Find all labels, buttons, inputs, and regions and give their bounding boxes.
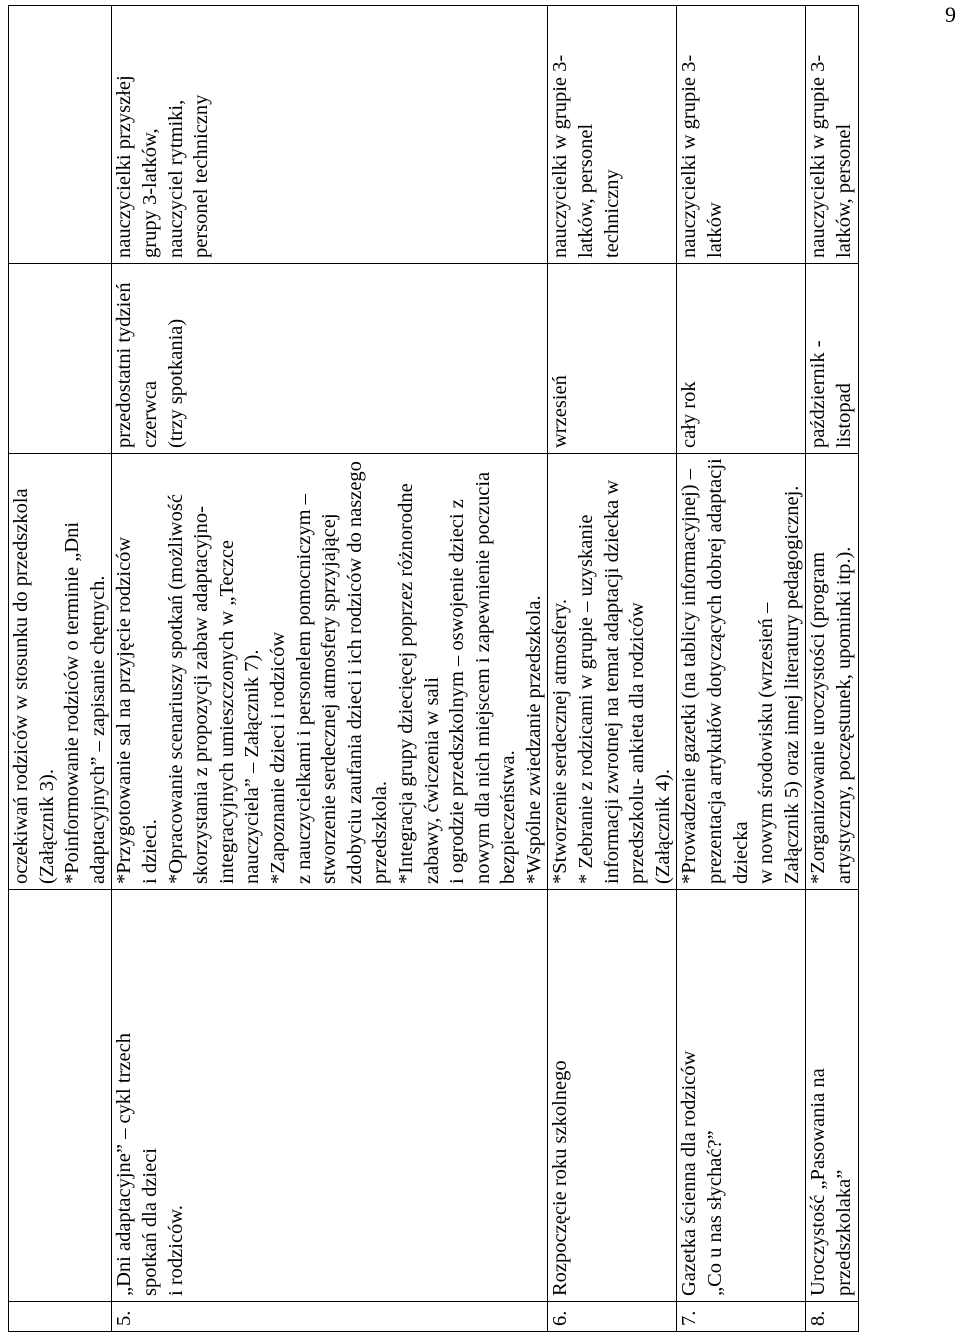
cell-number bbox=[9, 1302, 112, 1332]
text-line: *Przygotowanie sal na przyjęcie rodziców bbox=[113, 536, 136, 884]
cell-time bbox=[806, 264, 858, 454]
text-line: *Prowadzenie gazetki (na tablicy informacyjnej) – bbox=[678, 469, 701, 884]
text-line: zdobyciu zaufania dzieci i ich rodziców do naszego bbox=[343, 461, 366, 884]
text-line: wrzesień bbox=[549, 375, 572, 448]
text-line: „Dni adaptacyjne” – cykl trzech bbox=[113, 1033, 136, 1296]
table-row-8 bbox=[806, 6, 858, 1332]
table-row-6 bbox=[548, 6, 677, 1332]
text-line: * Zebranie z rodzicami w grupie – uzyskanie bbox=[575, 514, 598, 884]
text-line: (trzy spotkania) bbox=[164, 318, 187, 448]
cell-name bbox=[9, 890, 112, 1302]
text-line: *Wspólne zwiedzanie przedszkola. bbox=[522, 595, 545, 884]
text-line: nauczycielki w grupie 3- bbox=[549, 54, 572, 258]
text-line: i dzieci. bbox=[138, 819, 161, 884]
text-line: cały rok bbox=[678, 381, 701, 448]
cell-description bbox=[677, 454, 806, 890]
cell-responsible bbox=[9, 6, 112, 264]
text-line: informacji zwrotnej na temat adaptacji dziecka w bbox=[600, 479, 623, 884]
text-line: *Stworzenie serdecznej atmosfery. bbox=[549, 599, 572, 884]
text-line: bezpieczeństwa. bbox=[497, 750, 520, 884]
cell-number bbox=[677, 1302, 806, 1332]
cell-description bbox=[806, 454, 858, 890]
text-line: *Zorganizowanie uroczystości (program bbox=[807, 551, 830, 884]
row-number: 7. bbox=[678, 1310, 701, 1326]
text-line: grupy 3-latków, bbox=[138, 128, 161, 258]
text-line: i rodziców. bbox=[164, 1205, 187, 1296]
text-line: w nowym środowisku (wrzesień – bbox=[755, 602, 778, 884]
text-line: latków, personel bbox=[833, 123, 855, 258]
text-line: Rozpoczęcie roku szkolnego bbox=[549, 1060, 572, 1296]
row-number: 8. bbox=[807, 1310, 830, 1326]
text-line: Załącznik 5) oraz innej literatury pedagogicznej. bbox=[780, 485, 803, 884]
text-line: i ogrodzie przedszkolnym – oswojenie dzieci z bbox=[446, 499, 469, 884]
cell-time bbox=[677, 264, 806, 454]
text-line: Uroczystość „Pasowania na bbox=[807, 1068, 830, 1296]
text-line: (Załącznik 3). bbox=[35, 769, 58, 884]
text-line: latków bbox=[704, 202, 727, 258]
page-number: 9 bbox=[945, 2, 956, 27]
cell-responsible bbox=[677, 6, 806, 264]
text-line: nauczycielki w grupie 3- bbox=[678, 54, 701, 258]
text-line: artystyczny, poczęstunek, upominki itp.). bbox=[833, 546, 855, 884]
cell-time bbox=[9, 264, 112, 454]
text-line: dziecka bbox=[729, 821, 752, 884]
text-line: (Załącznik 4). bbox=[651, 769, 674, 884]
text-line: personel techniczny bbox=[190, 94, 213, 258]
text-line: przedostatni tydzień bbox=[113, 282, 136, 448]
cell-responsible bbox=[548, 6, 677, 264]
text-line: *Integracja grupy dziecięcej poprzez różnorodne bbox=[394, 483, 417, 884]
cell-number bbox=[112, 1302, 548, 1332]
cell-name bbox=[112, 890, 548, 1302]
cell-number bbox=[806, 1302, 858, 1332]
text-line: spotkań dla dzieci bbox=[138, 1147, 161, 1296]
cell-number bbox=[548, 1302, 677, 1332]
text-line: *Poinformowanie rodziców o terminie „Dni bbox=[61, 521, 84, 884]
text-line: oczekiwań rodziców w stosunku do przedszkola bbox=[10, 488, 32, 884]
cell-responsible bbox=[806, 6, 858, 264]
text-line: nauczyciela” – Załącznik 7). bbox=[241, 649, 264, 884]
row-number: 5. bbox=[113, 1310, 136, 1326]
text-line: październik - bbox=[807, 340, 830, 448]
cell-description bbox=[9, 454, 112, 890]
text-line: skorzystania z propozycji zabaw adaptacyjno- bbox=[190, 506, 213, 884]
text-line: „Co u nas słychać?” bbox=[704, 1130, 727, 1296]
text-line: nauczycielki przyszłej bbox=[113, 75, 136, 258]
cell-responsible bbox=[112, 6, 548, 264]
text-line: przedszkolu- ankieta dla rodziców bbox=[626, 602, 649, 884]
text-line: latków, personel bbox=[575, 123, 598, 258]
text-line: techniczny bbox=[600, 169, 623, 258]
adaptation-plan-table bbox=[8, 5, 859, 1332]
text-line: nauczyciel rytmiki, bbox=[164, 99, 187, 258]
text-line: *Opracowanie scenariuszy spotkań (możliwość bbox=[164, 494, 187, 884]
cell-description bbox=[112, 454, 548, 890]
cell-time bbox=[548, 264, 677, 454]
text-line: integracyjnych umieszczonych w „Teczce bbox=[215, 539, 238, 884]
text-line: nowym dla nich miejscem i zapewnienie poczucia bbox=[471, 471, 494, 884]
cell-time bbox=[112, 264, 548, 454]
text-line: przedszkolaka” bbox=[833, 1169, 855, 1296]
text-line: nauczycielki w grupie 3- bbox=[807, 54, 830, 258]
text-line: stworzenie serdecznej atmosfery sprzyjającej bbox=[318, 513, 341, 884]
text-line: prezentacja artykułów dotyczących dobrej adaptacji bbox=[704, 458, 727, 884]
text-line: przedszkola. bbox=[369, 780, 392, 884]
text-line: zabawy, ćwiczenia w sali bbox=[420, 677, 443, 884]
cell-name bbox=[548, 890, 677, 1302]
cell-name bbox=[677, 890, 806, 1302]
text-line: czerwca bbox=[138, 380, 161, 448]
text-line: *Zapoznanie dzieci i rodziców bbox=[266, 631, 289, 884]
table-row-7 bbox=[677, 6, 806, 1332]
text-line: listopad bbox=[833, 383, 855, 448]
text-line: adaptacyjnych” – zapisanie chętnych. bbox=[86, 575, 109, 884]
cell-name bbox=[806, 890, 858, 1302]
table-row-5 bbox=[112, 6, 548, 1332]
text-line: z nauczycielkami i personelem pomocniczym – bbox=[292, 494, 315, 884]
cell-description bbox=[548, 454, 677, 890]
text-line: Gazetka ścienna dla rodziców bbox=[678, 1050, 701, 1296]
table-row-continuation bbox=[9, 6, 112, 1332]
row-number: 6. bbox=[549, 1310, 572, 1326]
